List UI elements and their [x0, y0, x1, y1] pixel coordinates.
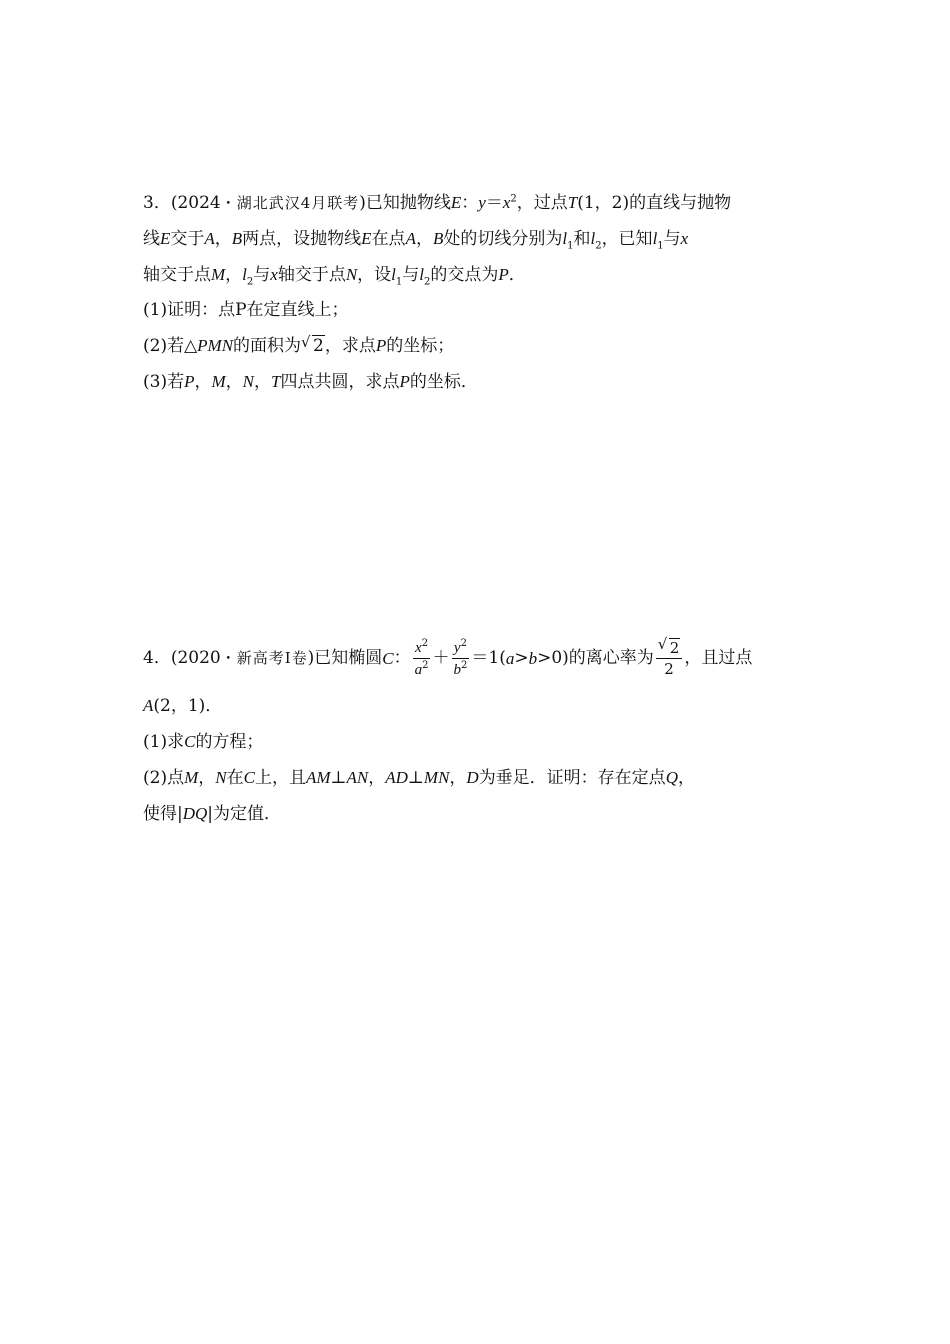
problem-4 [143, 628, 813, 832]
fraction-x2-a2: $\frac{x^2}{a^2}$ [414, 637, 429, 678]
problem-4-question-1: (1)求C的方程； [143, 732, 264, 752]
problem-3-question-2: (2)若△PMN的面积为 √ 2，求点P的坐标； [143, 333, 455, 356]
problem-3-stem-line-1: 3．(2024・湖北武汉4月联考)已知抛物线E：$y=x^2$，过点T(1，2)的直线与抛物 [143, 193, 732, 213]
fraction-sqrt2-over-2: √ 2 2 [656, 638, 683, 679]
problem-3-question-3: (3)若P，M，N，T四点共圆，求点P的坐标． [143, 372, 478, 392]
problem-3-stem-line-3: 轴交于点M，$l_2$与x轴交于点N，设$l_1$与$l_2$的交点为P． [143, 265, 526, 288]
problem-4-question-2: (2)点M，N在C上，且AM⊥AN，AD⊥MN，D为垂足．证明：存在定点Q， [143, 768, 695, 788]
problem-3-question-1: (1)证明：点P在定直线上； [143, 300, 349, 320]
problem-4-stem-line-2: A(2，1)． [143, 696, 223, 716]
problem-4-stem-line-1: 4．(2020 ・新高考Ⅰ卷 )已知椭圆 C ： $\frac{x^2}{a^2}$ ＋ $\frac{y^2}{b^2}$ ＝1( a > b >0)的离心率为 √ 2 2 ，且过点 [143, 634, 753, 678]
problem-3-stem-line-2: 线E交于A，B两点，设抛物线E在点A，B处的切线分别为$l_1$和$l_2$，已知$l_1$与x [143, 229, 689, 252]
problem-3 [143, 185, 813, 400]
fraction-y2-b2: $\frac{y^2}{b^2}$ [453, 637, 468, 678]
problem-4-question-2-cont: 使得|DQ|为定值． [143, 804, 282, 824]
